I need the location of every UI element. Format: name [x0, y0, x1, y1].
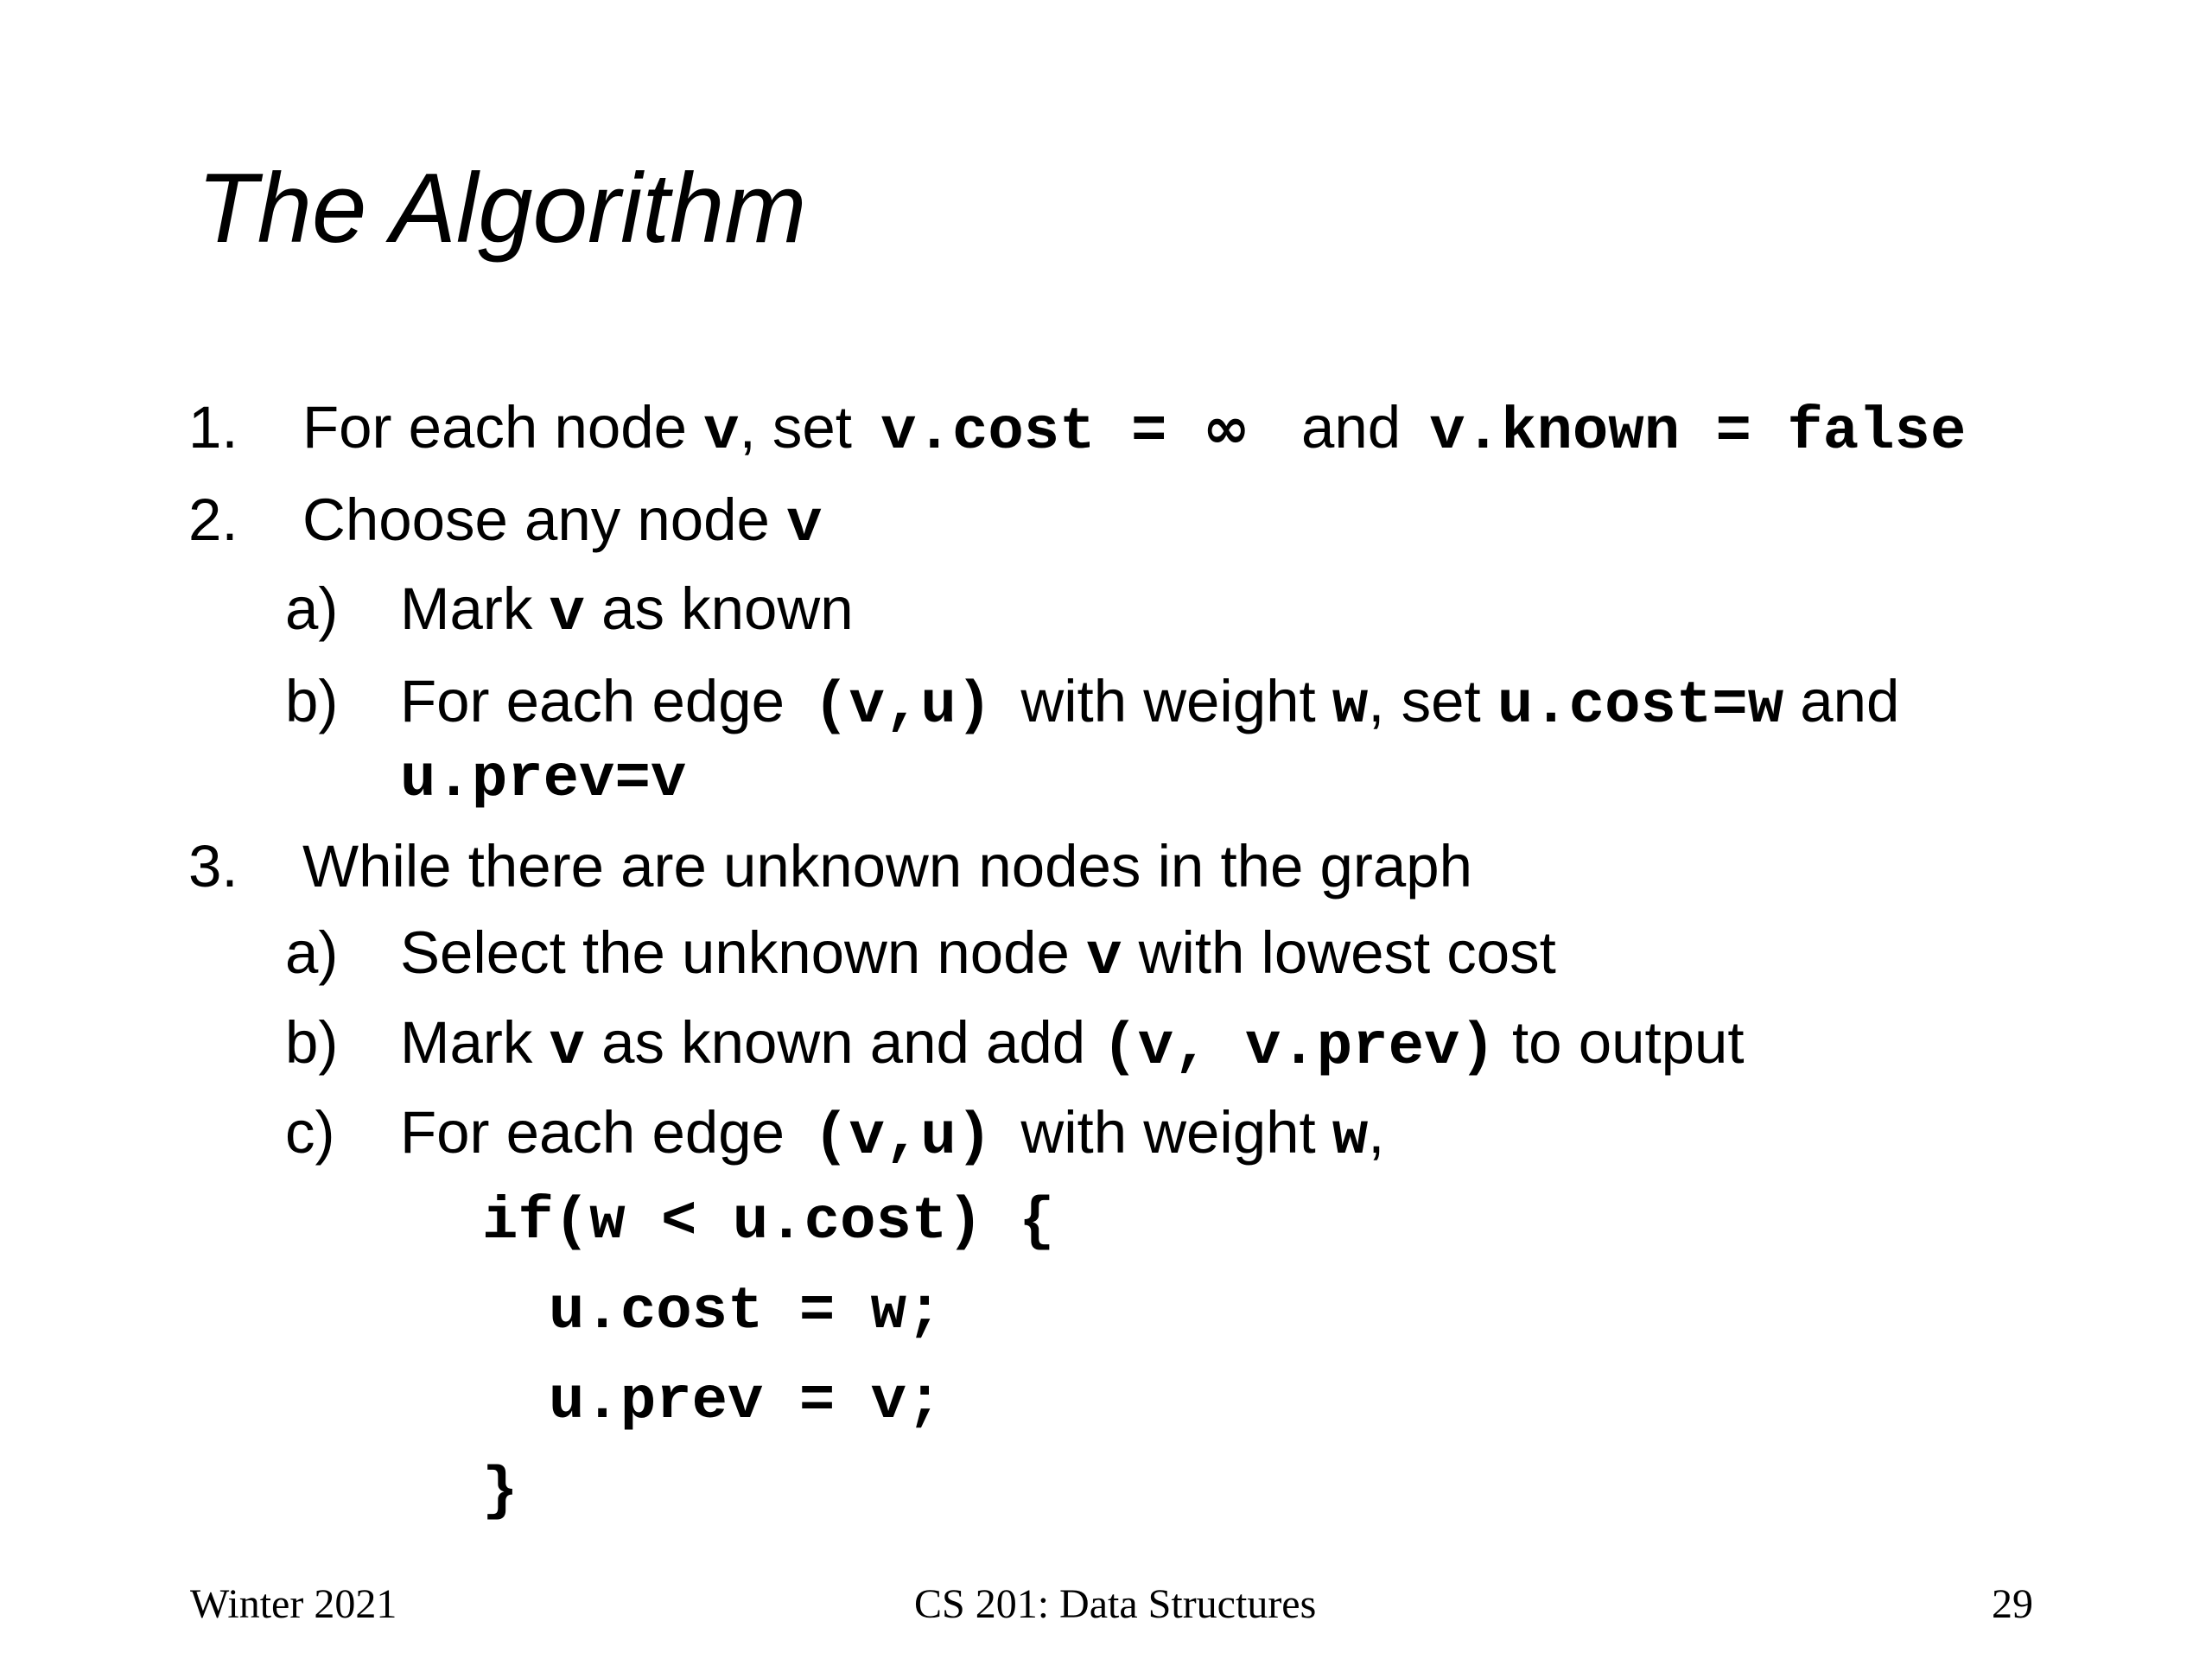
- step-2b-code-weight: w: [1332, 672, 1369, 740]
- step-3b-code-node: v: [549, 1014, 585, 1081]
- step-3-text: While there are unknown nodes in the graph: [302, 833, 1473, 899]
- step-2a-text: [400, 575, 854, 647]
- step-2b-code-prev: u.prev=v: [400, 746, 687, 813]
- step-2-number: 2.: [188, 486, 238, 553]
- code-line-cost: u.cost = w;: [549, 1278, 943, 1345]
- step-3c-code-weight: w: [1332, 1103, 1369, 1171]
- step-2-text: [302, 486, 823, 558]
- step-3b-code-pair: (v, v.prev): [1102, 1014, 1496, 1081]
- step-3b-text: [400, 1009, 1745, 1081]
- step-2b-code-cost: u.cost=w: [1497, 672, 1784, 740]
- step-3c-code-edge: (v,u): [813, 1103, 993, 1171]
- step-3c-label: c): [285, 1099, 335, 1166]
- slide-title: The Algorithm: [197, 154, 807, 264]
- step-1-code-cost: v.cost =: [880, 398, 1203, 466]
- step-3a-code-node: v: [1086, 924, 1122, 991]
- step-2b-text-2: with weight: [1004, 668, 1332, 734]
- step-3c-text-1: For each edge: [400, 1099, 802, 1166]
- step-1-text-3: and: [1284, 394, 1418, 461]
- step-1-number: 1.: [188, 394, 238, 461]
- step-2a-text-2: as known: [584, 575, 854, 642]
- step-3b-text-1: Mark: [400, 1009, 550, 1076]
- step-3a-text-1: Select the unknown node: [400, 919, 1087, 986]
- step-2b-text: [400, 668, 1900, 740]
- step-3c-text-2: with weight: [1004, 1099, 1332, 1166]
- infinity-symbol: ∞: [1202, 395, 1250, 461]
- step-2-code-node: v: [786, 491, 823, 558]
- step-3b-text-3: to output: [1495, 1009, 1745, 1076]
- step-1-code-known: v.known = false: [1429, 398, 1967, 466]
- step-2b-text-4: and: [1783, 668, 1900, 734]
- step-1-code-node: v: [703, 398, 740, 466]
- step-3c-text: [400, 1099, 1385, 1171]
- step-1-text-1: For each node: [302, 394, 704, 461]
- step-3-number: 3.: [188, 833, 238, 899]
- step-3b-label: b): [285, 1009, 339, 1076]
- step-1-text: [302, 394, 1967, 466]
- step-2a-label: a): [285, 575, 339, 642]
- step-2b-code-edge: (v,u): [813, 672, 993, 740]
- step-2b-label: b): [285, 668, 339, 734]
- step-2b-text-1: For each edge: [400, 668, 802, 734]
- step-3a-text-2: with lowest cost: [1122, 919, 1556, 986]
- code-line-prev: u.prev = v;: [549, 1368, 943, 1435]
- step-3a-label: a): [285, 919, 339, 986]
- step-3c-text-3: ,: [1368, 1099, 1385, 1166]
- step-3b-text-2: as known and add: [584, 1009, 1103, 1076]
- footer-course: CS 201: Data Structures: [914, 1581, 1317, 1627]
- step-2a-code-node: v: [549, 580, 585, 647]
- step-2b-text-3: , set: [1368, 668, 1497, 734]
- code-line-close-brace: }: [482, 1458, 518, 1525]
- code-line-if: if(w < u.cost) {: [482, 1188, 1055, 1255]
- step-2a-text-1: Mark: [400, 575, 550, 642]
- footer-page-number: 29: [1992, 1581, 2033, 1627]
- step-1-text-2: , set: [739, 394, 869, 461]
- step-2-text-1: Choose any node: [302, 486, 787, 553]
- step-3a-text: [400, 919, 1556, 991]
- footer-term: Winter 2021: [190, 1581, 397, 1627]
